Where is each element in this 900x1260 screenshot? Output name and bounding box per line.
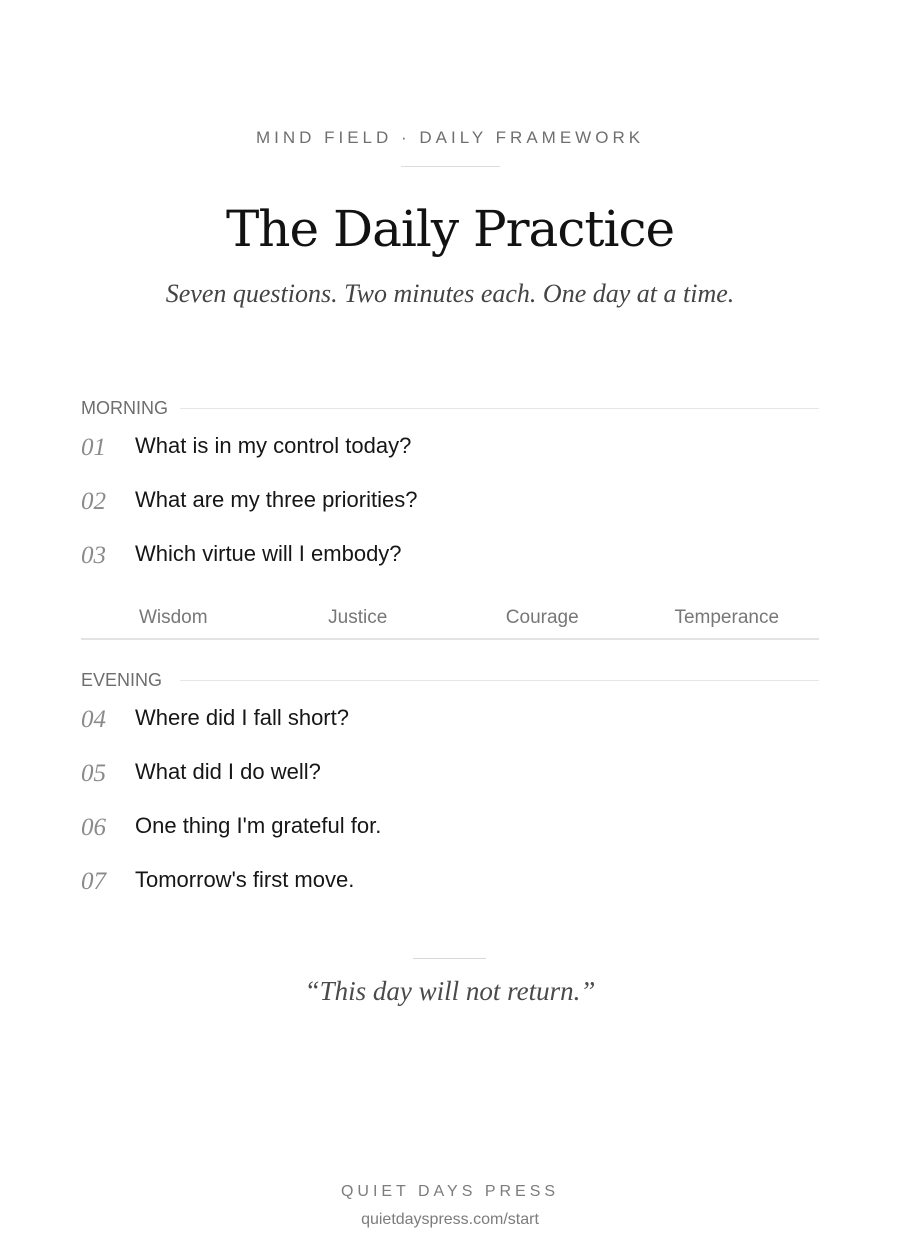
closing-quote: “This day will not return.”: [304, 976, 596, 1006]
morning-section-label: MORNING: [81, 396, 180, 420]
virtue-temperance: Temperance: [674, 607, 780, 628]
question-row-05: [81, 757, 819, 791]
publisher-url[interactable]: quietdayspress.com/start: [361, 1211, 539, 1228]
evening-section-label: EVENING: [81, 668, 174, 692]
question-number: 02: [81, 488, 106, 515]
question-text: What are my three priorities?: [135, 487, 418, 512]
question-number: 07: [81, 868, 106, 895]
page-subtitle: Seven questions. Two minutes each. One day at a time.: [165, 279, 735, 308]
evening-section-rule: [180, 680, 819, 681]
page-title: The Daily Practice: [225, 200, 675, 258]
kicker-divider: [401, 166, 500, 167]
question-row-03: [81, 539, 819, 573]
question-row-07: [81, 865, 819, 899]
question-text: Where did I fall short?: [135, 705, 349, 730]
question-row-04: [81, 703, 819, 737]
question-row-06: [81, 811, 819, 845]
question-number: 04: [81, 706, 106, 733]
question-row-01: [81, 431, 819, 465]
virtue-options: [81, 604, 819, 632]
question-text: Tomorrow's first move.: [135, 867, 355, 892]
question-number: 01: [81, 434, 106, 461]
virtue-wisdom: Wisdom: [138, 607, 208, 628]
morning-section-header: [81, 396, 819, 420]
question-row-02: [81, 485, 819, 519]
question-number: 03: [81, 542, 106, 569]
question-number: 05: [81, 760, 106, 787]
publisher-name: QUIET DAYS PRESS: [340, 1183, 560, 1200]
virtue-justice: Justice: [328, 607, 388, 628]
evening-section-header: [81, 668, 819, 692]
series-kicker: MIND FIELD · DAILY FRAMEWORK: [255, 128, 645, 147]
question-text: What did I do well?: [135, 759, 321, 784]
virtue-underline: [81, 638, 819, 640]
morning-section-rule: [180, 408, 819, 409]
virtue-courage: Courage: [505, 607, 579, 628]
question-text: What is in my control today?: [135, 433, 412, 458]
question-text: One thing I'm grateful for.: [135, 813, 382, 838]
question-text: Which virtue will I embody?: [135, 541, 402, 566]
question-number: 06: [81, 814, 106, 841]
quote-divider: [413, 958, 486, 959]
